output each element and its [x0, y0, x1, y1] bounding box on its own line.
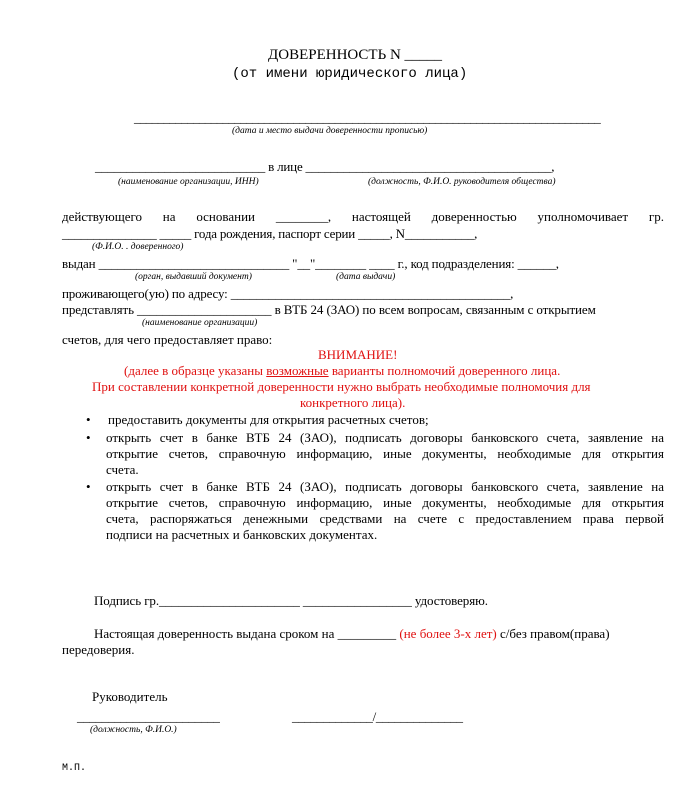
organization-caption: (наименование организации, ИНН): [118, 177, 259, 187]
warning-line-1-end: варианты полномочий доверенного лица.: [328, 363, 561, 378]
issue-date-caption: (дата выдачи): [336, 272, 396, 282]
term-line-2: передоверия.: [62, 642, 135, 657]
bullet-3-line-3: счета, распоряжаться денежными средствами на счете с предоставлением права первой: [106, 511, 664, 526]
bullet-1-marker: •: [86, 412, 91, 427]
director-signature-line: _____________/______________: [292, 709, 463, 724]
term-text-start: Настоящая доверенность выдана сроком на _________: [94, 626, 400, 641]
warning-line-3: конкретного лица).: [300, 395, 406, 410]
warning-title: ВНИМАНИЕ!: [318, 347, 398, 362]
warning-line-1: [124, 363, 560, 379]
fio-caption: (Ф.И.О. . доверенного): [92, 242, 184, 252]
represent-line: представлять _____________________ в ВТБ 24 (ЗАО) по всем вопросам, связанным с открытием: [62, 302, 596, 317]
stamp-place: М.П.: [62, 763, 87, 774]
authority-line-2: _______________ _____ года рождения, паспорт серии _____, N___________,: [62, 226, 478, 241]
document-title: ДОВЕРЕННОСТЬ N _____: [268, 47, 443, 63]
director-position-line: _______________________: [77, 709, 220, 724]
bullet-3-line-4: подписи на расчетных и банковских документах.: [106, 527, 378, 542]
bullet-2-line-1: открыть счет в банке ВТБ 24 (ЗАО), подписать договоры банковского счета, заявление на: [106, 430, 664, 445]
bullet-2-marker: •: [86, 430, 91, 445]
bullet-2-line-3: счета.: [106, 462, 139, 477]
bullet-3-line-2: открытие счетов, справочную информацию, иные документы, необходимые для открытия: [106, 495, 664, 510]
bullet-1-text: предоставить документы для открытия расчетных счетов;: [108, 412, 429, 427]
warning-line-1-start: (далее в образце указаны: [124, 363, 267, 378]
issuer-caption: (орган, выдавший документ): [135, 272, 252, 282]
signature-certify-line: Подпись гр.______________________ _________________ удостоверяю.: [94, 593, 488, 608]
date-place-line: _______________________________________________________________________________: [134, 110, 601, 125]
authority-line-1: действующего на основании ________, настоящей доверенностью уполномочивает гр.: [62, 209, 664, 224]
rights-line: счетов, для чего предоставляет право:: [62, 332, 273, 347]
bullet-3-line-1: открыть счет в банке ВТБ 24 (ЗАО), подписать договоры банковского счета, заявление на: [106, 479, 664, 494]
term-text-end: с/без правом(права): [496, 626, 610, 641]
passport-issued-line: выдан ______________________________ "__"________ ____ г., код подразделения: ______,: [62, 256, 559, 271]
date-place-caption: (дата и место выдачи доверенности прописью): [232, 126, 428, 136]
address-line: проживающего(ую) по адресу: ____________________________________________,: [62, 286, 514, 301]
director-caption: (должность, Ф.И.О.): [90, 725, 177, 735]
term-line-1: [94, 626, 610, 642]
term-limit-note: (не более 3-х лет): [399, 626, 497, 641]
organization-name-caption: (наименование организации): [142, 318, 258, 328]
director-caption: (должность, Ф.И.О. руководителя общества): [368, 177, 556, 187]
warning-line-2: При составлении конкретной доверенности нужно выбрать необходимые полномочия для: [92, 379, 591, 394]
bullet-2-line-2: открытие счетов, справочную информацию, иные документы, необходимые для открытия: [106, 446, 664, 461]
bullet-3-marker: •: [86, 479, 91, 494]
director-label: Руководитель: [92, 689, 168, 704]
document-subtitle: (от имени юридического лица): [232, 66, 468, 82]
warning-underlined-word: возможные: [266, 363, 329, 378]
organization-line: ___________________________ в лице _______________________________________,: [95, 159, 555, 174]
